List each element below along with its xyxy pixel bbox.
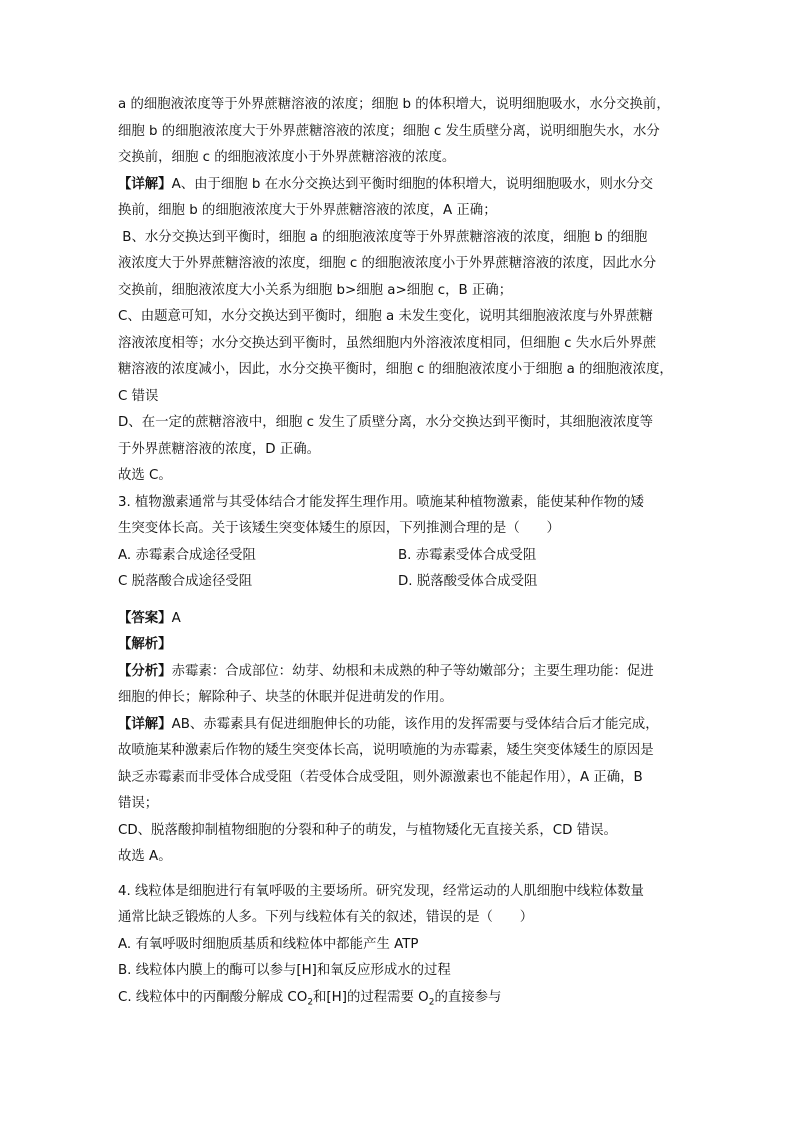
text-line: 错误； bbox=[118, 796, 159, 811]
question-4-stem: 4. 线粒体是细胞进行有氧呼吸的主要场所。研究发现，经常运动的人肌细胞中线粒体数量 bbox=[118, 883, 644, 899]
question-3-stem: 3. 植物激素通常与其受体结合才能发挥生理作用。喷施某种植物激素，能使某种作物的矮 bbox=[118, 494, 644, 510]
option-c: C 脱落酸合成途径受阻 bbox=[118, 574, 253, 589]
text-line: 缺乏赤霉素而非受体合成受阻（若受体合成受阻，则外源激素也不能起作用），A 正确，B bbox=[118, 769, 643, 785]
option-a: A. 有氧呼吸时细胞质基质和线粒体中都能产生 ATP bbox=[118, 936, 419, 952]
text-line: a 的细胞液浓度等于外界蔗糖溶液的浓度；细胞 b 的体积增大，说明细胞吸水，水分交换前， bbox=[118, 97, 670, 112]
text-line: 交换前，细胞 c 的细胞液浓度小于外界蔗糖溶液的浓度。 bbox=[118, 150, 456, 165]
text-line: C、由题意可知，水分交换达到平衡时，细胞 a 未发生变化，说明其细胞液浓度与外界蔗糖 bbox=[118, 309, 653, 324]
question-3-options-row bbox=[118, 569, 678, 596]
text-line: C 错误 bbox=[118, 388, 159, 404]
question-3-options-row bbox=[118, 543, 678, 570]
text-line: 溶液浓度相等；水分交换达到平衡时，虽然细胞内外溶液浓度相同，但细胞 c 失水后外界蔗 bbox=[118, 335, 657, 351]
option-d: D. 脱落酸受体合成受阻 bbox=[398, 574, 538, 589]
text-line: CD、脱落酸抑制植物细胞的分裂和种子的萌发，与植物矮化无直接关系，CD 错误。 bbox=[118, 822, 617, 838]
analysis-tag: 【解析】 bbox=[118, 637, 172, 652]
text-line: B、水分交换达到平衡时，细胞 a 的细胞液浓度等于外界蔗糖溶液的浓度，细胞 b 的细胞 bbox=[118, 229, 648, 245]
answer-tag: 【答案】 bbox=[118, 610, 172, 626]
answer-line bbox=[118, 606, 678, 633]
document-page bbox=[118, 92, 678, 1011]
text-line: 换前，细胞 b 的细胞液浓度大于外界蔗糖溶液的浓度，A 正确； bbox=[118, 203, 497, 218]
detail-line: 【详解】A、由于细胞 b 在水分交换达到平衡时细胞的体积增大，说明细胞吸水，则水分交 bbox=[118, 176, 654, 192]
answer-value: A bbox=[171, 610, 181, 626]
detail-line: 【详解】AB、赤霉素具有促进细胞伸长的功能，该作用的发挥需要与受体结合后才能完成， bbox=[118, 716, 659, 732]
text-line: 故喷施某种激素后作物的矮生突变体长高，说明喷施的为赤霉素，矮生突变体矮生的原因是 bbox=[118, 743, 654, 758]
detail-tag: 【详解】 bbox=[118, 176, 172, 192]
text-line: 交换前，细胞液浓度大小关系为细胞 b>细胞 a>细胞 c，B 正确； bbox=[118, 282, 513, 298]
question-3-stem: 生突变体长高。关于该矮生突变体矮生的原因，下列推测合理的是（ ） bbox=[118, 521, 560, 536]
option-c: C. 线粒体中的丙酮酸分解成 $CO_2$和[H]的过程需要 $O_2$的直接参与 bbox=[118, 989, 502, 1008]
text-line: 故选 C。 bbox=[118, 468, 172, 483]
fenxi-line: 【分析】赤霉素：合成部位：幼芽、幼根和未成熟的种子等幼嫩部分；主要生理功能：促进 bbox=[118, 663, 654, 679]
text-line: 细胞 b 的细胞液浓度大于外界蔗糖溶液的浓度；细胞 c 发生质壁分离，说明细胞失水，水分 bbox=[118, 123, 660, 139]
option-a: A. 赤霉素合成途径受阻 bbox=[118, 547, 256, 563]
text-line: 液浓度大于外界蔗糖溶液的浓度，细胞 c 的细胞液浓度小于外界蔗糖溶液的浓度，因此水分 bbox=[118, 256, 657, 271]
detail-tag: 【详解】 bbox=[118, 716, 172, 732]
text-line: 糖溶液的浓度减小，因此，水分交换平衡时，细胞 c 的细胞液浓度小于细胞 a 的细胞液浓度， bbox=[118, 362, 673, 377]
text-line: 故选 A。 bbox=[118, 849, 172, 864]
text-line: D、在一定的蔗糖溶液中，细胞 c 发生了质壁分离，水分交换达到平衡时，其细胞液浓度等 bbox=[118, 415, 654, 430]
text-line: 于外界蔗糖溶液的浓度，D 正确。 bbox=[118, 441, 321, 457]
fenxi-tag: 【分析】 bbox=[118, 663, 172, 679]
option-b: B. 线粒体内膜上的酶可以参与[H]和氧反应形成水的过程 bbox=[118, 963, 451, 978]
option-b: B. 赤霉素受体合成受阻 bbox=[398, 547, 537, 563]
question-4-stem: 通常比缺乏锻炼的人多。下列与线粒体有关的叙述，错误的是（ ） bbox=[118, 910, 534, 925]
text-line: 细胞的伸长；解除种子、块茎的休眠并促进萌发的作用。 bbox=[118, 690, 453, 705]
